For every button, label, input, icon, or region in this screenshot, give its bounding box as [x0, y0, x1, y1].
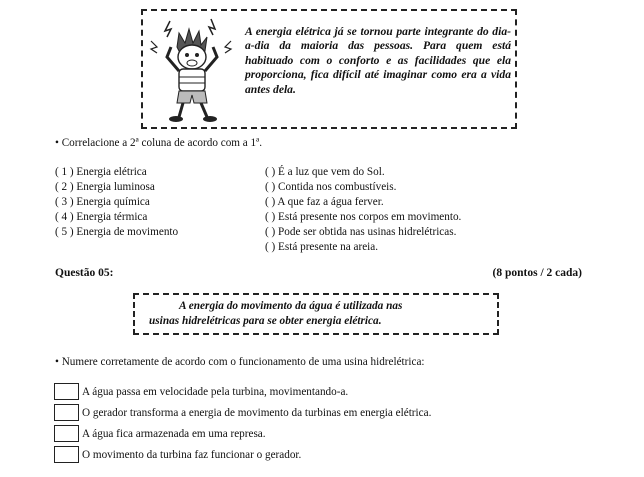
step-text: O movimento da turbina faz funcionar o gerador. [82, 449, 302, 461]
column-one-item: ( 1 ) Energia elétrica [55, 166, 147, 178]
info-box-line: A energia do movimento da água é utilizada nas [179, 300, 403, 312]
step-text: O gerador transforma a energia de movimento da turbinas em energia elétrica. [82, 407, 432, 419]
cartoon-boy-illustration [149, 17, 235, 125]
column-two-item[interactable]: ( ) Está presente nos corpos em movimento. [265, 211, 462, 223]
step-text: A água passa em velocidade pela turbina, movimentando-a. [82, 386, 349, 398]
column-one-item: ( 3 ) Energia química [55, 196, 150, 208]
column-two-item[interactable]: ( ) Contida nos combustíveis. [265, 181, 397, 193]
info-box [133, 293, 499, 335]
intro-box [141, 9, 517, 129]
answer-box[interactable] [54, 383, 79, 400]
column-one-item: ( 2 ) Energia luminosa [55, 181, 155, 193]
column-two-item[interactable]: ( ) Pode ser obtida nas usinas hidrelétricas. [265, 226, 457, 238]
column-one-item: ( 5 ) Energia de movimento [55, 226, 179, 238]
instruction-number: • Numere corretamente de acordo com o funcionamento de uma usina hidrelétrica: [55, 356, 425, 368]
answer-box[interactable] [54, 425, 79, 442]
instruction-correlate: • Correlacione a 2ª coluna de acordo com a 1ª. [55, 137, 263, 149]
question-points: (8 pontos / 2 cada) [492, 267, 582, 279]
question-title: Questão 05: [55, 267, 114, 279]
column-one [55, 165, 178, 240]
info-box-line: usinas hidrelétricas para se obter energia elétrica. [149, 314, 382, 327]
column-two-item[interactable]: ( ) Está presente na areia. [265, 241, 379, 253]
step-text: A água fica armazenada em uma represa. [82, 428, 266, 440]
column-one-item: ( 4 ) Energia térmica [55, 211, 148, 223]
column-two [265, 165, 461, 255]
column-two-item[interactable]: ( ) A que faz a água ferver. [265, 196, 384, 208]
answer-box[interactable] [54, 446, 79, 463]
intro-text: A energia elétrica já se tornou parte integrante do dia-a-dia da maioria das pessoas. Para quem está habituado com o conforto e as facilidades que ela proporciona, fica difícil até imaginar como era a vida antes dela. [245, 25, 511, 96]
column-two-item[interactable]: ( ) É a luz que vem do Sol. [265, 166, 385, 178]
answer-box[interactable] [54, 404, 79, 421]
